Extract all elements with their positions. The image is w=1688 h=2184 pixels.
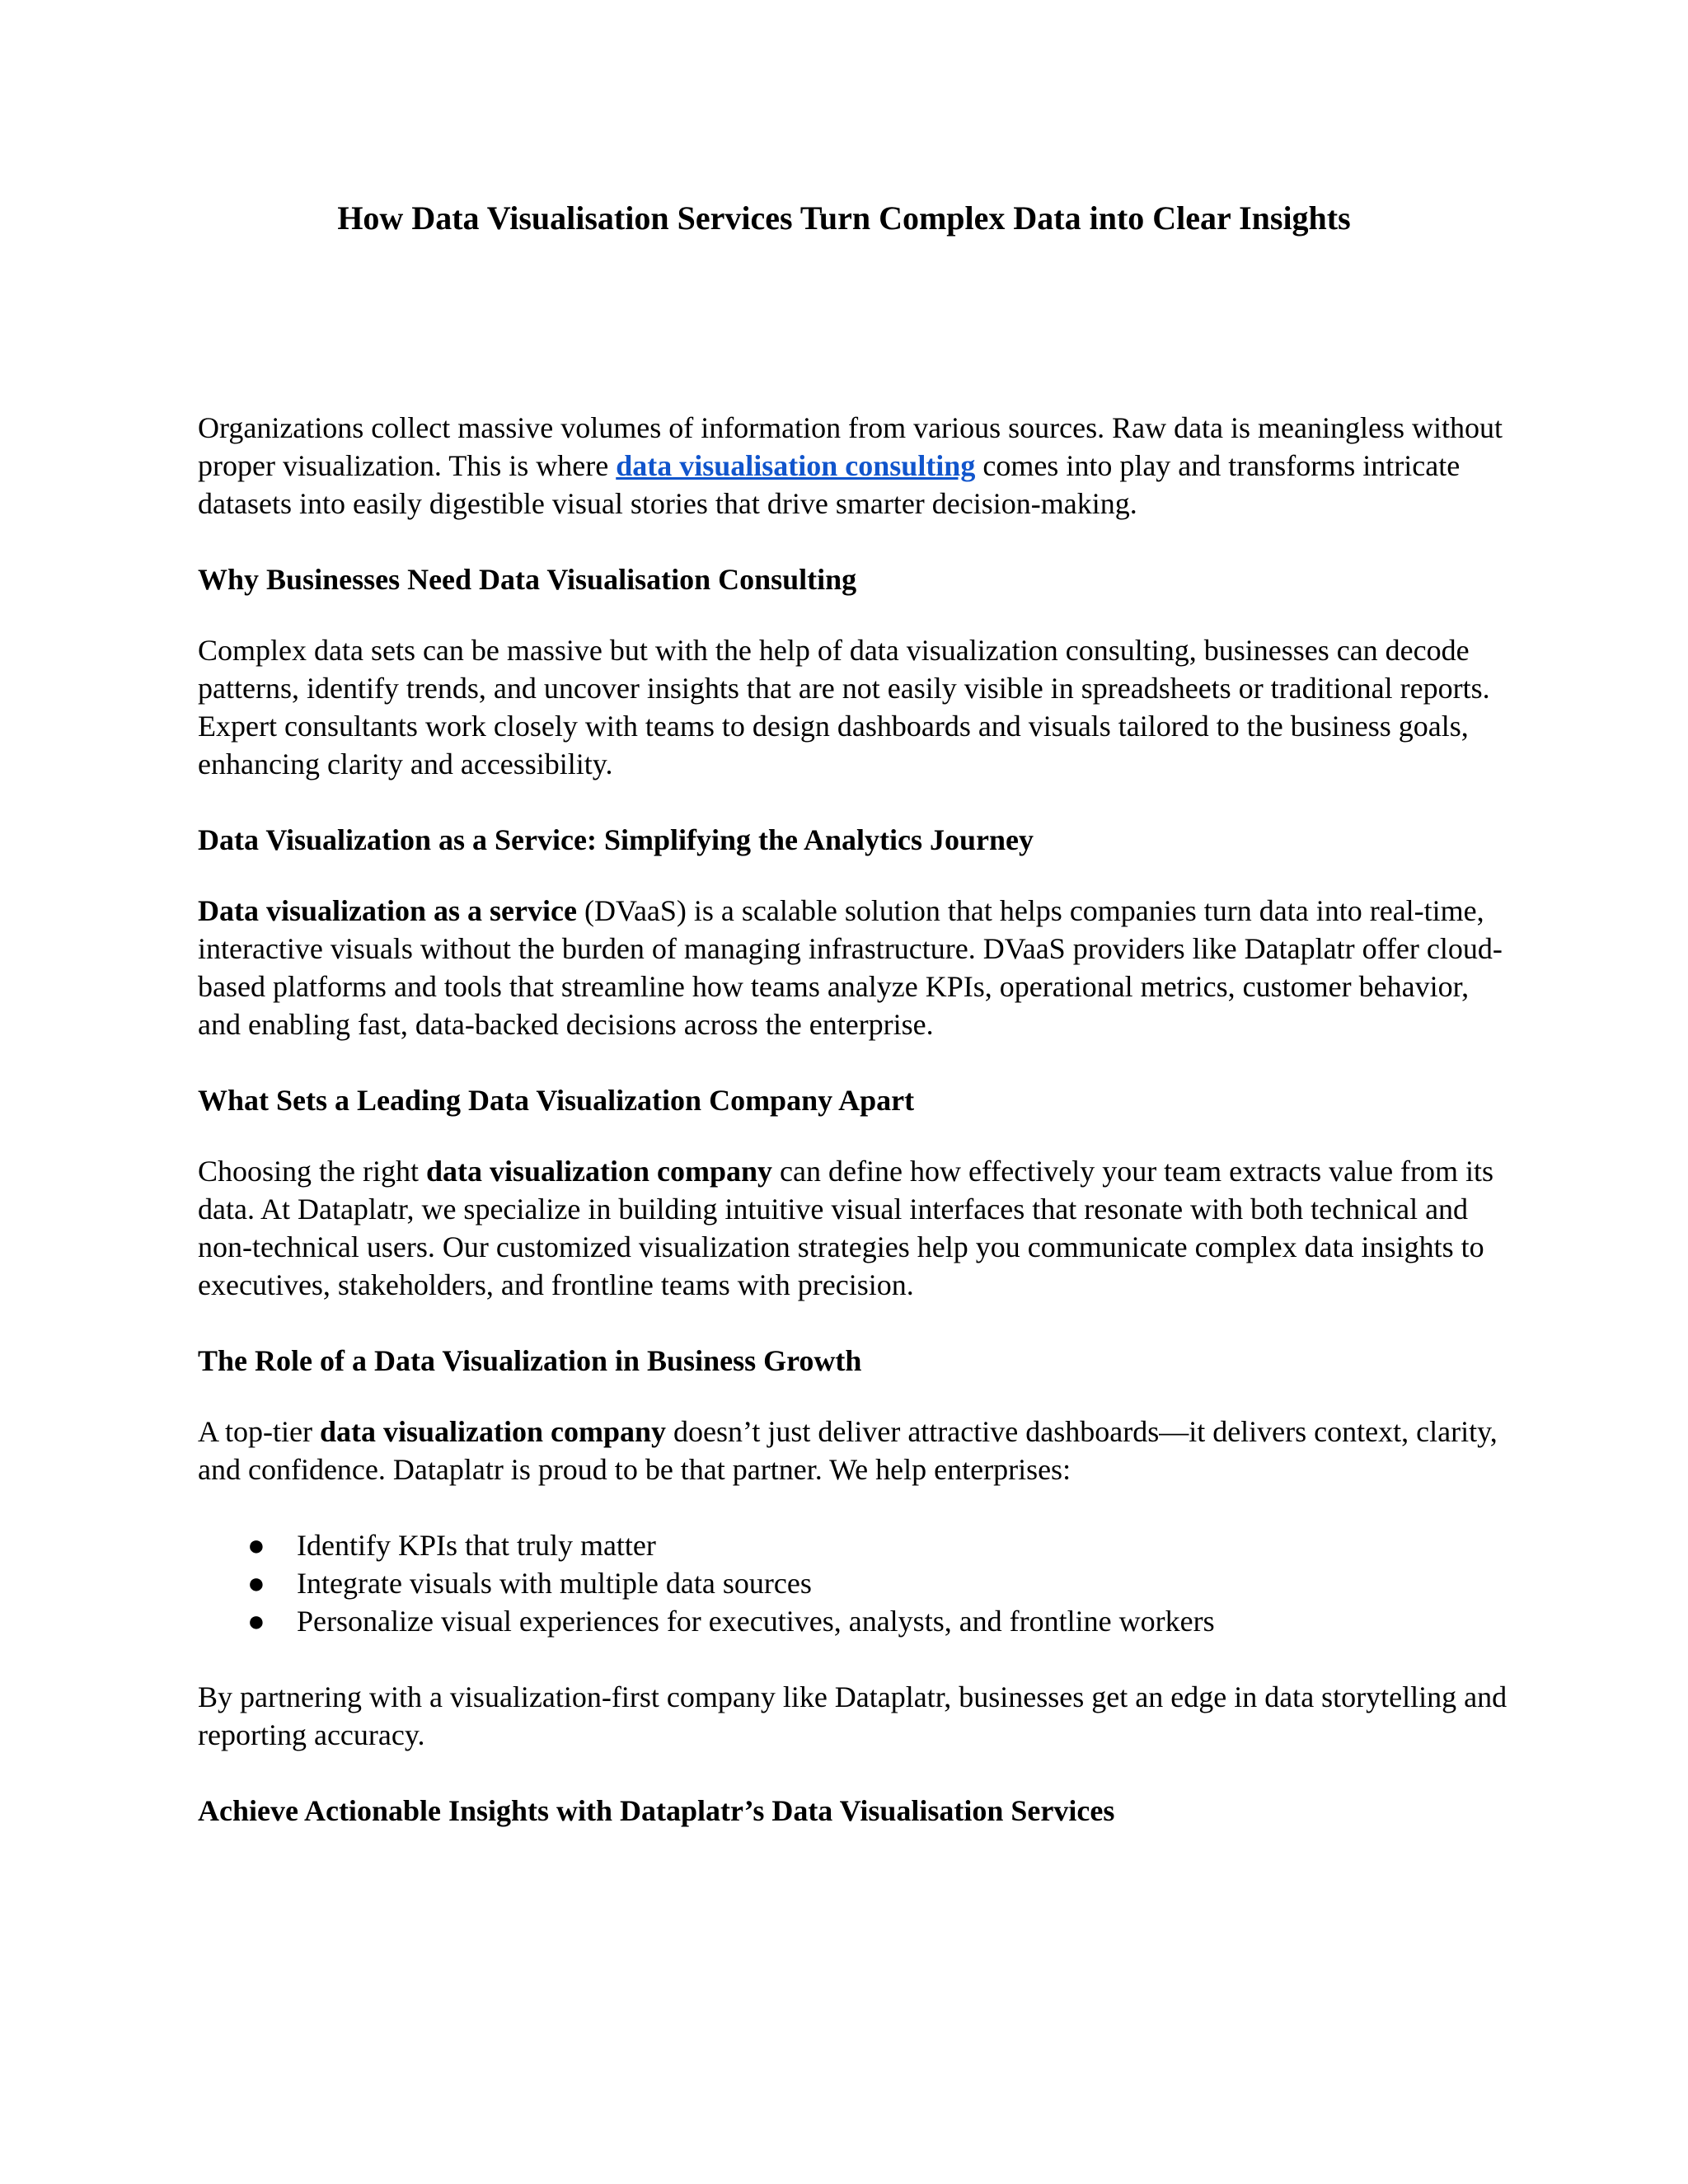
list-item-text: Personalize visual experiences for executives, analysts, and frontline workers bbox=[297, 1605, 1215, 1638]
section-paragraph-business-growth bbox=[198, 1413, 1517, 1488]
list-item bbox=[198, 1526, 1517, 1564]
leading-company-text-after-bold: can define how effectively your team extracts value from its data. At Dataplatr, we specialize in building intuitive visual interfaces that resonate with both technical and non-technical users. Our customized visualization strategies help you communicate complex data insights to executives, stakeholders, and frontline teams with precision. bbox=[198, 1155, 1494, 1301]
section-heading-why-businesses: Why Businesses Need Data Visualisation Consulting bbox=[198, 563, 857, 596]
section-heading-business-growth: The Role of a Data Visualization in Business Growth bbox=[198, 1344, 862, 1377]
list-item-text: Integrate visuals with multiple data sources bbox=[297, 1567, 812, 1600]
document-body bbox=[198, 409, 1517, 1863]
intro-paragraph bbox=[198, 409, 1517, 523]
intro-text-after-link: comes into play and transforms intricate datasets into easily digestible visual stories that drive smarter decision-making. bbox=[198, 449, 1461, 520]
list-item bbox=[198, 1602, 1517, 1640]
section-paragraph-leading-company bbox=[198, 1152, 1517, 1304]
section-heading-actionable-insights: Achieve Actionable Insights with Dataplatr’s Data Visualisation Services bbox=[198, 1794, 1115, 1827]
bullet-icon: ● bbox=[247, 1605, 265, 1638]
dvaas-body-text: (DVaaS) is a scalable solution that helps companies turn data into real-time, interactive visuals without the burden of managing infrastructure. DVaaS providers like Dataplatr offer cloud-based platforms and tools that streamline how teams analyze KPIs, operational metrics, customer behavior, and enabling fast, data-backed decisions across the enterprise. bbox=[198, 894, 1503, 1041]
business-growth-text-after-bold: doesn’t just deliver attractive dashboards—it delivers context, clarity, and confidence. Dataplatr is proud to be that partner. We help enterprises: bbox=[198, 1415, 1498, 1486]
business-growth-bold-phrase: data visualization company bbox=[319, 1415, 667, 1448]
enterprise-help-list bbox=[198, 1526, 1517, 1640]
leading-company-text-before-bold: Choosing the right bbox=[198, 1155, 426, 1188]
section-paragraph-partnering: By partnering with a visualization-first company like Dataplatr, businesses get an edge in data storytelling and reporting accuracy. bbox=[198, 1680, 1507, 1751]
bullet-icon: ● bbox=[247, 1567, 265, 1600]
section-heading-dvaas: Data Visualization as a Service: Simplifying the Analytics Journey bbox=[198, 823, 1034, 856]
intro-text-before-link: Organizations collect massive volumes of information from various sources. Raw data is meaningless without proper visualization. This is where bbox=[198, 411, 1503, 482]
section-paragraph-why-businesses: Complex data sets can be massive but with the help of data visualization consulting, businesses can decode patterns, identify trends, and uncover insights that are not easily visible in spreadsheets or traditional reports. Expert consultants work closely with teams to design dashboards and visuals tailored to the business goals, enhancing clarity and accessibility. bbox=[198, 634, 1490, 780]
leading-company-bold-phrase: data visualization company bbox=[426, 1155, 773, 1188]
bullet-icon: ● bbox=[247, 1529, 265, 1562]
section-heading-leading-company: What Sets a Leading Data Visualization Company Apart bbox=[198, 1084, 915, 1117]
page-title: How Data Visualisation Services Turn Complex Data into Clear Insights bbox=[337, 199, 1351, 237]
list-item-text: Identify KPIs that truly matter bbox=[297, 1529, 656, 1562]
dvaas-bold-lead: Data visualization as a service bbox=[198, 894, 577, 927]
list-item bbox=[198, 1564, 1517, 1602]
data-visualisation-consulting-link[interactable]: data visualisation consulting bbox=[616, 449, 976, 482]
business-growth-text-before-bold: A top-tier bbox=[198, 1415, 320, 1448]
section-paragraph-dvaas bbox=[198, 892, 1517, 1043]
